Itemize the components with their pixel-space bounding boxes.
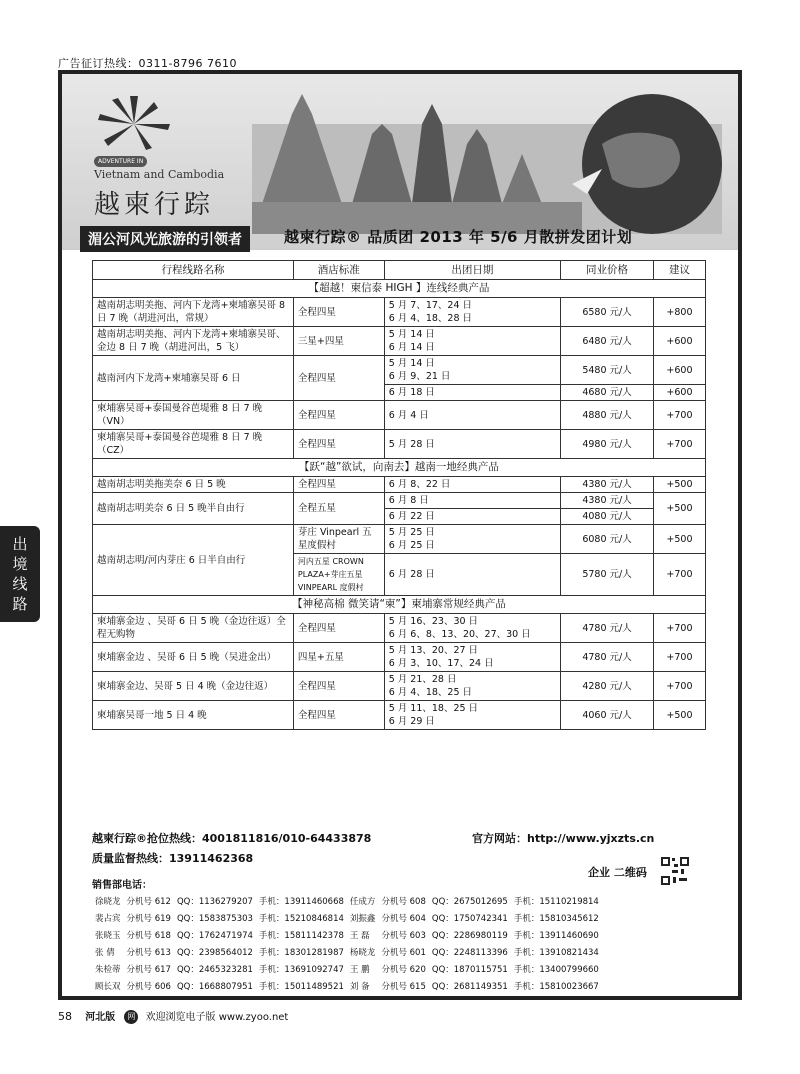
table-row: 徐晓龙 分机号 612 QQ：1136279207 手机：13911460668 任成方 分机号 608 QQ：2675012695 手机：15110219814 (95, 896, 599, 907)
departure-dates: 5 月 14 日 6 月 9、21 日 (384, 356, 560, 385)
table-row: 顾长双 分机号 606 QQ：1668807951 手机：15011489521 刘 备 分机号 615 QQ：2681149351 手机：15810023667 (95, 981, 599, 992)
banner (62, 74, 738, 250)
supervision-hotline: 质量监督热线：13911462368 (92, 852, 254, 865)
price: 4380 元/人 (561, 477, 654, 493)
suggested-markup: +700 (653, 614, 705, 643)
suggested-markup: +700 (653, 554, 705, 596)
price: 5480 元/人 (561, 356, 654, 385)
hotel-standard: 全程四星 (293, 614, 384, 643)
hotel-standard: 全程四星 (293, 430, 384, 459)
suggested-markup: +600 (653, 327, 705, 356)
hotel-standard: 全程四星 (293, 477, 384, 493)
col-route: 行程线路名称 (93, 261, 294, 280)
hotel-standard: 三星+四星 (293, 327, 384, 356)
route-name: 越南胡志明/河内芽庄 6 日半自由行 (93, 525, 294, 596)
logo-badge: ADVENTURE IN (94, 156, 147, 167)
table-row: 朱检蒂 分机号 617 QQ：2465323281 手机：13691092747 王 鹏 分机号 620 QQ：1870115751 手机：13400799660 (95, 964, 599, 975)
departure-dates: 5 月 16、23、30 日 6 月 6、8、13、20、27、30 日 (384, 614, 560, 643)
table-row (93, 614, 706, 643)
route-name: 越南河内下龙湾+柬埔寨吴哥 6 日 (93, 356, 294, 401)
price: 4080 元/人 (561, 509, 654, 525)
table-row (93, 525, 706, 554)
table-header-row (93, 261, 706, 280)
plan-title: 越柬行踪® 品质团 2013 年 5/6 月散拼发团计划 (284, 228, 633, 246)
table-row: 张晓玉 分机号 618 QQ：1762471974 手机：15811142378 王 磊 分机号 603 QQ：2286980119 手机：13911460690 (95, 930, 599, 941)
qr-code-icon[interactable] (660, 856, 690, 886)
hotel-standard: 全程四星 (293, 701, 384, 730)
brand-logo (94, 94, 244, 234)
logo-title: 越柬行踪 (94, 190, 215, 220)
suggested-markup: +800 (653, 298, 705, 327)
price: 5780 元/人 (561, 554, 654, 596)
departure-dates: 5 月 7、17、24 日 6 月 4、18、28 日 (384, 298, 560, 327)
qr-label: 企业 二维码 (588, 866, 647, 879)
table-row (93, 298, 706, 327)
departure-dates: 5 月 13、20、27 日 6 月 3、10、17、24 日 (384, 643, 560, 672)
footer-text: 欢迎浏览电子版 www.zyoo.net (145, 1012, 289, 1023)
suggested-markup: +700 (653, 401, 705, 430)
price: 6580 元/人 (561, 298, 654, 327)
route-name: 越南胡志明美奈 6 日 5 晚半自由行 (93, 493, 294, 525)
sales-title: 销售部电话： (92, 880, 152, 891)
departure-dates: 6 月 8、22 日 (384, 477, 560, 493)
departure-dates: 6 月 22 日 (384, 509, 560, 525)
website-link[interactable]: 官方网站：http://www.yjxzts.cn (472, 832, 655, 845)
logo-mark-icon (94, 94, 174, 154)
price: 4780 元/人 (561, 614, 654, 643)
table-row (93, 356, 706, 385)
price: 4380 元/人 (561, 493, 654, 509)
suggested-markup: +700 (653, 430, 705, 459)
hotel-standard: 全程四星 (293, 298, 384, 327)
departure-dates: 6 月 8 日 (384, 493, 560, 509)
suggested-markup: +700 (653, 672, 705, 701)
hotel-standard: 全程五星 (293, 493, 384, 525)
booking-hotline: 越柬行踪®抢位热线：4001811816/010-64433878 (92, 832, 372, 845)
table-row (93, 643, 706, 672)
hotel-standard: 全程四星 (293, 401, 384, 430)
hotel-standard: 河内五星 CROWN PLAZA+芽庄五星 VINPEARL 度假村 (293, 554, 384, 596)
section-title: 【神秘高棉 微笑请“柬”】柬埔寨常规经典产品 (93, 596, 706, 614)
departure-dates: 5 月 25 日 6 月 25 日 (384, 525, 560, 554)
travel-advertisement (58, 70, 742, 1000)
table-row (93, 327, 706, 356)
route-name: 柬埔寨吴哥+泰国曼谷芭堤雅 8 日 7 晚（CZ） (93, 430, 294, 459)
departure-dates: 5 月 21、28 日 6 月 4、18、25 日 (384, 672, 560, 701)
suggested-markup: +500 (653, 525, 705, 554)
price: 6080 元/人 (561, 525, 654, 554)
price: 4880 元/人 (561, 401, 654, 430)
col-hotel: 酒店标准 (293, 261, 384, 280)
departure-dates: 5 月 28 日 (384, 430, 560, 459)
table-row (93, 672, 706, 701)
hotel-standard: 芽庄 Vinpearl 五星度假村 (293, 525, 384, 554)
route-name: 柬埔寨金边 、吴哥 6 日 5 晚（金边往返）全程无购物 (93, 614, 294, 643)
hotel-standard: 四星+五星 (293, 643, 384, 672)
sales-contacts-table (92, 892, 602, 994)
suggested-markup: +600 (653, 356, 705, 385)
route-name: 越南胡志明美拖、河内下龙湾+柬埔寨吴哥、金边 8 日 7 晚（胡进河出，5 飞） (93, 327, 294, 356)
route-name: 柬埔寨吴哥+泰国曼谷芭堤雅 8 日 7 晚（VN） (93, 401, 294, 430)
suggested-markup: +600 (653, 385, 705, 401)
departure-dates: 5 月 14 日 6 月 14 日 (384, 327, 560, 356)
logo-subtitle: Vietnam and Cambodia (94, 168, 225, 181)
contact-block (92, 830, 371, 870)
price: 4780 元/人 (561, 643, 654, 672)
section-title: 【超越！柬信泰 HIGH 】连线经典产品 (93, 280, 706, 298)
col-price: 同业价格 (561, 261, 654, 280)
edition-label: 河北版 (85, 1012, 116, 1023)
route-name: 柬埔寨金边、吴哥 5 日 4 晚（金边往返） (93, 672, 294, 701)
hotel-standard: 全程四星 (293, 356, 384, 401)
hotel-standard: 全程四星 (293, 672, 384, 701)
schedule-table (92, 260, 706, 730)
route-name: 越南胡志明美拖、河内下龙湾+柬埔寨吴哥 8 日 7 晚（胡进河出，常规） (93, 298, 294, 327)
temple-scene-image (252, 84, 722, 234)
ad-hotline: 广告征订热线：0311-8796 7610 (58, 57, 237, 70)
departure-dates: 6 月 18 日 (384, 385, 560, 401)
price: 4980 元/人 (561, 430, 654, 459)
route-name: 柬埔寨金边 、吴哥 6 日 5 晚（吴进金出） (93, 643, 294, 672)
web-badge-icon: 网 (124, 1010, 138, 1024)
table-row (93, 477, 706, 493)
price: 4060 元/人 (561, 701, 654, 730)
table-row (93, 701, 706, 730)
table-row (93, 493, 706, 509)
suggested-markup: +500 (653, 493, 705, 525)
departure-dates: 5 月 11、18、25 日 6 月 29 日 (384, 701, 560, 730)
route-name: 越南胡志明美拖美奈 6 日 5 晚 (93, 477, 294, 493)
page-footer (58, 1008, 288, 1024)
suggested-markup: +700 (653, 643, 705, 672)
suggested-markup: +500 (653, 701, 705, 730)
table-row: 张 倩 分机号 613 QQ：2398564012 手机：18301281987 杨晓龙 分机号 601 QQ：2248113396 手机：13910821434 (95, 947, 599, 958)
table-row (93, 401, 706, 430)
slogan: 湄公河风光旅游的引领者 (80, 226, 250, 252)
price: 4280 元/人 (561, 672, 654, 701)
departure-dates: 6 月 28 日 (384, 554, 560, 596)
route-name: 柬埔寨吴哥一地 5 日 4 晚 (93, 701, 294, 730)
departure-dates: 6 月 4 日 (384, 401, 560, 430)
table-row (93, 430, 706, 459)
col-suggest: 建议 (653, 261, 705, 280)
section-title: 【跃“越”欲试，向南去】越南一地经典产品 (93, 459, 706, 477)
section-side-tab: 出 境 线 路 (0, 526, 40, 622)
price: 6480 元/人 (561, 327, 654, 356)
suggested-markup: +500 (653, 477, 705, 493)
price: 4680 元/人 (561, 385, 654, 401)
table-row: 裴占宾 分机号 619 QQ：1583875303 手机：15210846814 刘振鑫 分机号 604 QQ：1750742341 手机：15810345612 (95, 913, 599, 924)
page-number: 58 (58, 1010, 72, 1023)
col-dates: 出团日期 (384, 261, 560, 280)
